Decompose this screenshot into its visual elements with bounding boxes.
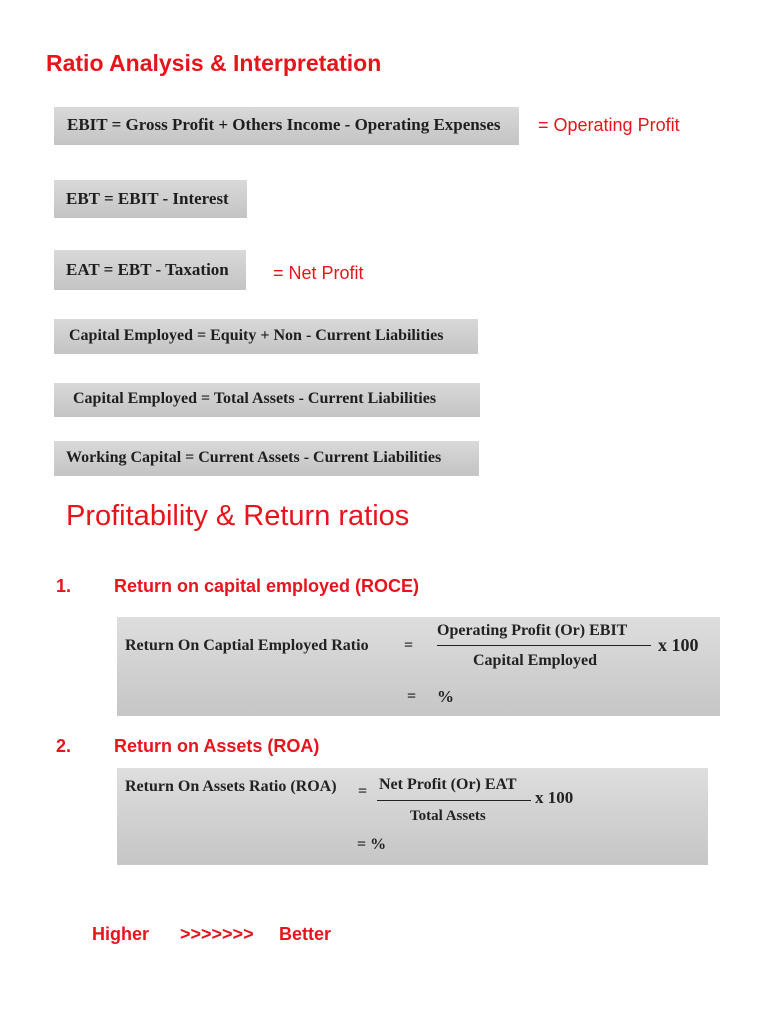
item-title: Return on Assets (ROA) <box>114 736 320 756</box>
numerator: Operating Profit (Or) EBIT <box>437 622 628 639</box>
result-value: % <box>437 687 454 706</box>
denominator: Total Assets <box>410 808 486 824</box>
multiplier: x 100 <box>535 788 574 807</box>
fraction-line <box>377 800 531 801</box>
denominator: Capital Employed <box>473 652 598 669</box>
item-number: 1. <box>56 576 72 596</box>
eat-note: = Net Profit <box>273 263 364 283</box>
working-capital-formula: Working Capital = Current Assets - Current Liabilities <box>54 441 479 476</box>
item-title: Return on capital employed (ROCE) <box>114 576 420 596</box>
result-value: = % <box>357 836 387 853</box>
roce-formula <box>117 617 720 716</box>
eat-formula: EAT = EBT - Taxation <box>54 250 246 290</box>
footer-better: Better <box>279 924 332 944</box>
ebit-formula: EBIT = Gross Profit + Others Income - Operating Expenses <box>54 107 519 145</box>
roa-heading <box>56 736 319 757</box>
page-title: Ratio Analysis & Interpretation <box>46 50 382 76</box>
footer-arrows: >>>>>>> <box>180 924 254 944</box>
fraction-line <box>437 645 651 646</box>
ebt-formula: EBT = EBIT - Interest <box>54 180 247 218</box>
item-number: 2. <box>56 736 72 756</box>
ebit-note: = Operating Profit <box>538 115 680 135</box>
roa-formula <box>117 768 708 865</box>
numerator: Net Profit (Or) EAT <box>379 776 517 793</box>
multiplier: x 100 <box>658 635 699 655</box>
roce-heading <box>56 576 419 597</box>
section-title: Profitability & Return ratios <box>66 500 410 532</box>
ratio-label: Return On Captial Employed Ratio <box>125 637 369 654</box>
capital-employed-formula-1: Capital Employed = Equity + Non - Current Liabilities <box>54 319 478 354</box>
capital-employed-formula-2: Capital Employed = Total Assets - Current Liabilities <box>54 383 480 417</box>
footer-note <box>92 924 331 945</box>
equals-sign: = <box>404 637 414 654</box>
equals-sign: = <box>358 783 368 800</box>
result-equals: = <box>407 688 417 705</box>
ratio-label: Return On Assets Ratio (ROA) <box>125 778 337 795</box>
footer-higher: Higher <box>92 924 150 944</box>
